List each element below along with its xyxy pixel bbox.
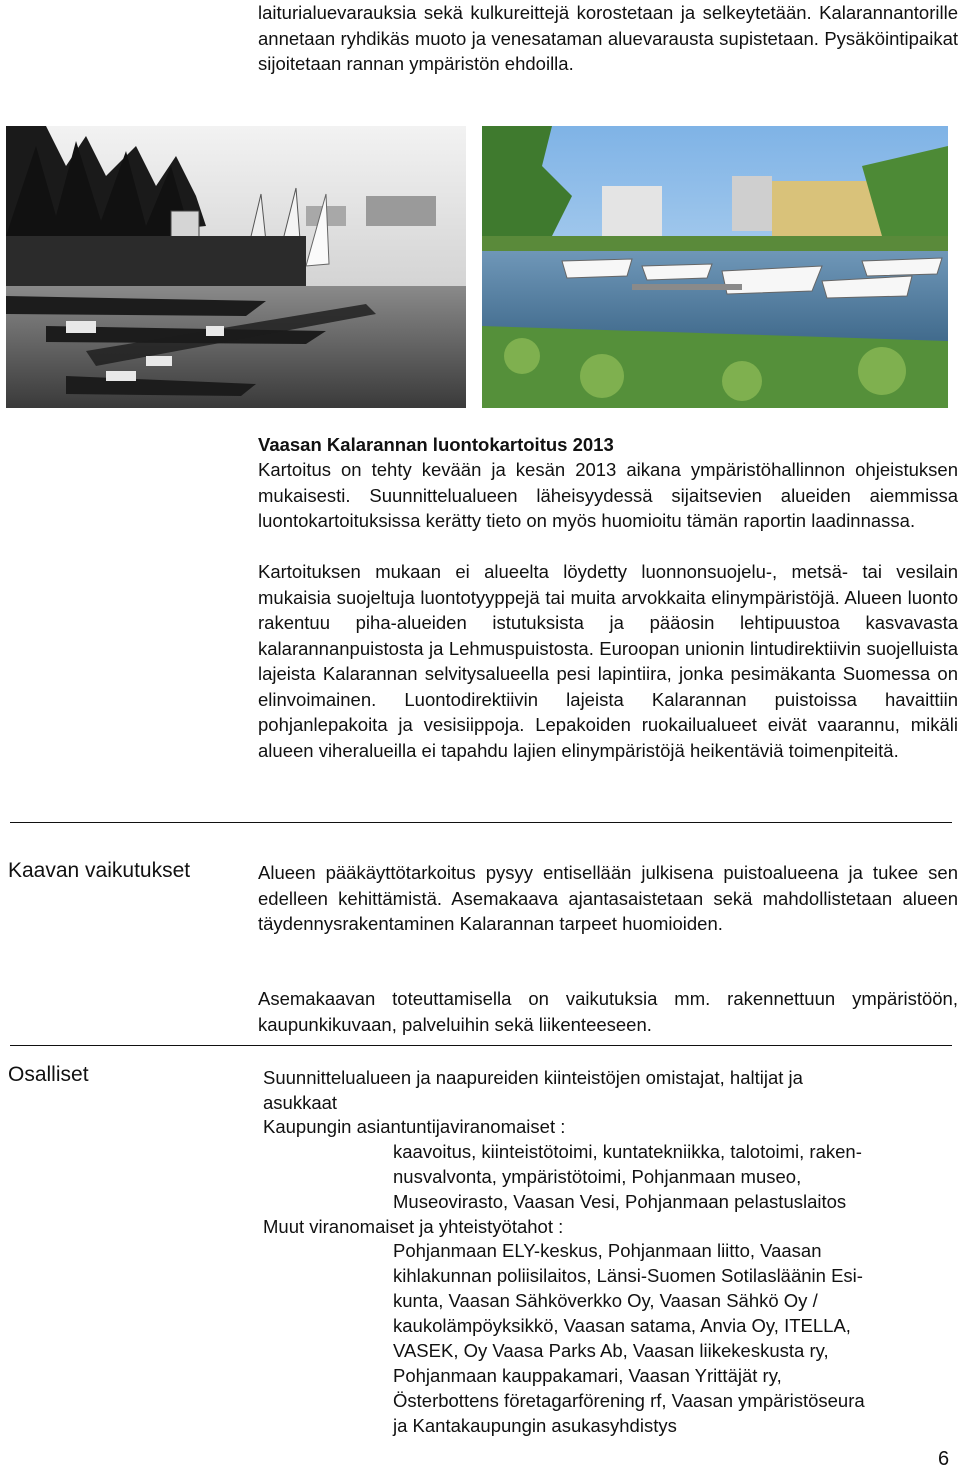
others-line: ja Kantakaupungin asukasyhdistys [393, 1415, 677, 1436]
section-divider [10, 1045, 952, 1046]
page-number: 6 [938, 1448, 950, 1470]
modern-marina-photo [482, 126, 948, 408]
experts-line: nusvalvonta, ympäristötoimi, Pohjanmaan museo, [393, 1166, 802, 1187]
others-line: kihlakunnan poliisilaitos, Länsi-Suomen Sotilasläänin Esi- [393, 1265, 863, 1286]
others-line: Österbottens företagarförening rf, Vaasan ympäristöseura [393, 1390, 865, 1411]
participants-line: asukkaat [263, 1092, 338, 1113]
others-line: kunta, Vaasan Sähköverkko Oy, Vaasan Sähkö Oy / [393, 1290, 818, 1311]
survey-paragraph-2: Kartoituksen mukaan ei alueelta löydetty luonnonsuojelu-, metsä- tai vesilain mukaisia suojeltuja luontotyyppejä tai muita arvokkaita elinympäristöjä. Alueen luonto rakentuu piha-alueiden istutuksista ja pääosin lehtipuustoa kasvavasta kalarannanpuistosta ja Lehmuspuistosta. Euroopan unionin lintudirektiivin suojelluista lajeista Kalarannan selvitysalueella pesi lapintiira, jonka pesimäkanta Suomessa on elinvoimainen. Luontodirektiivin lajeista Kalarannan puistoissa havaittiin pohjanlepakoita ja vesisiippoja. Lepakoiden ruokailualueet eivät vaarannu, mikäli alueen viheralueilla ei tapahdu lajien elinympäristöjä heikentäviä toimenpiteitä. [258, 561, 958, 761]
others-heading: Muut viranomaiset ja yhteistyötahot : [263, 1216, 564, 1237]
intro-paragraph: laiturialuevarauksia sekä kulkureittejä korostetaan ja selkeytetään. Kalarannantorille annetaan ryhdikäs muoto ja venesataman aluevarausta supistetaan. Pysäköintipaikat sijoitetaan rannan ympäristön ehdoilla. [258, 2, 958, 74]
experts-heading: Kaupungin asiantuntijaviranomaiset : [263, 1116, 566, 1137]
impacts-paragraph-2: Asemakaavan toteuttamisella on vaikutuksia mm. rakennettuun ympäristöön, kaupunkikuvaan, palveluihin sekä liikenteeseen. [258, 988, 958, 1035]
historic-harbor-photo [6, 126, 466, 408]
participants-line: Suunnittelualueen ja naapureiden kiinteistöjen omistajat, haltijat ja [263, 1067, 803, 1088]
participants-label: Osalliset [8, 1063, 89, 1086]
others-line: kaukolämpöyksikkö, Vaasan satama, Anvia Oy, ITELLA, [393, 1315, 851, 1336]
impacts-label: Kaavan vaikutukset [8, 859, 191, 882]
section-divider [10, 822, 952, 823]
others-line: VASEK, Oy Vaasa Parks Ab, Vaasan liikekeskusta ry, [393, 1340, 829, 1361]
survey-heading: Vaasan Kalarannan luontokartoitus 2013 [258, 434, 614, 455]
survey-paragraph-1: Kartoitus on tehty kevään ja kesän 2013 aikana ympäristöhallinnon ohjeistuksen mukaisesti. Suunnittelualueen läheisyydessä sijaitsevien alueiden aiemmissa luontokartoituksissa kerätty tieto on myös huomioitu tämän raportin laadinnassa. [258, 459, 958, 531]
others-line: Pohjanmaan ELY-keskus, Pohjanmaan liitto, Vaasan [393, 1240, 822, 1261]
others-line: Pohjanmaan kauppakamari, Vaasan Yrittäjät ry, [393, 1365, 782, 1386]
experts-line: kaavoitus, kiinteistötoimi, kuntatekniikka, talotoimi, raken- [393, 1141, 862, 1162]
impacts-paragraph-1: Alueen pääkäyttötarkoitus pysyy entisellään julkisena puistoalueena ja tukee sen edelleen kehittämistä. Asemakaava ajantasaistetaan sekä mahdollistetaan alueen täydennysrakentaminen Kalarannan tarpeet huomioiden. [258, 862, 958, 934]
experts-line: Museovirasto, Vaasan Vesi, Pohjanmaan pelastuslaitos [393, 1191, 847, 1212]
